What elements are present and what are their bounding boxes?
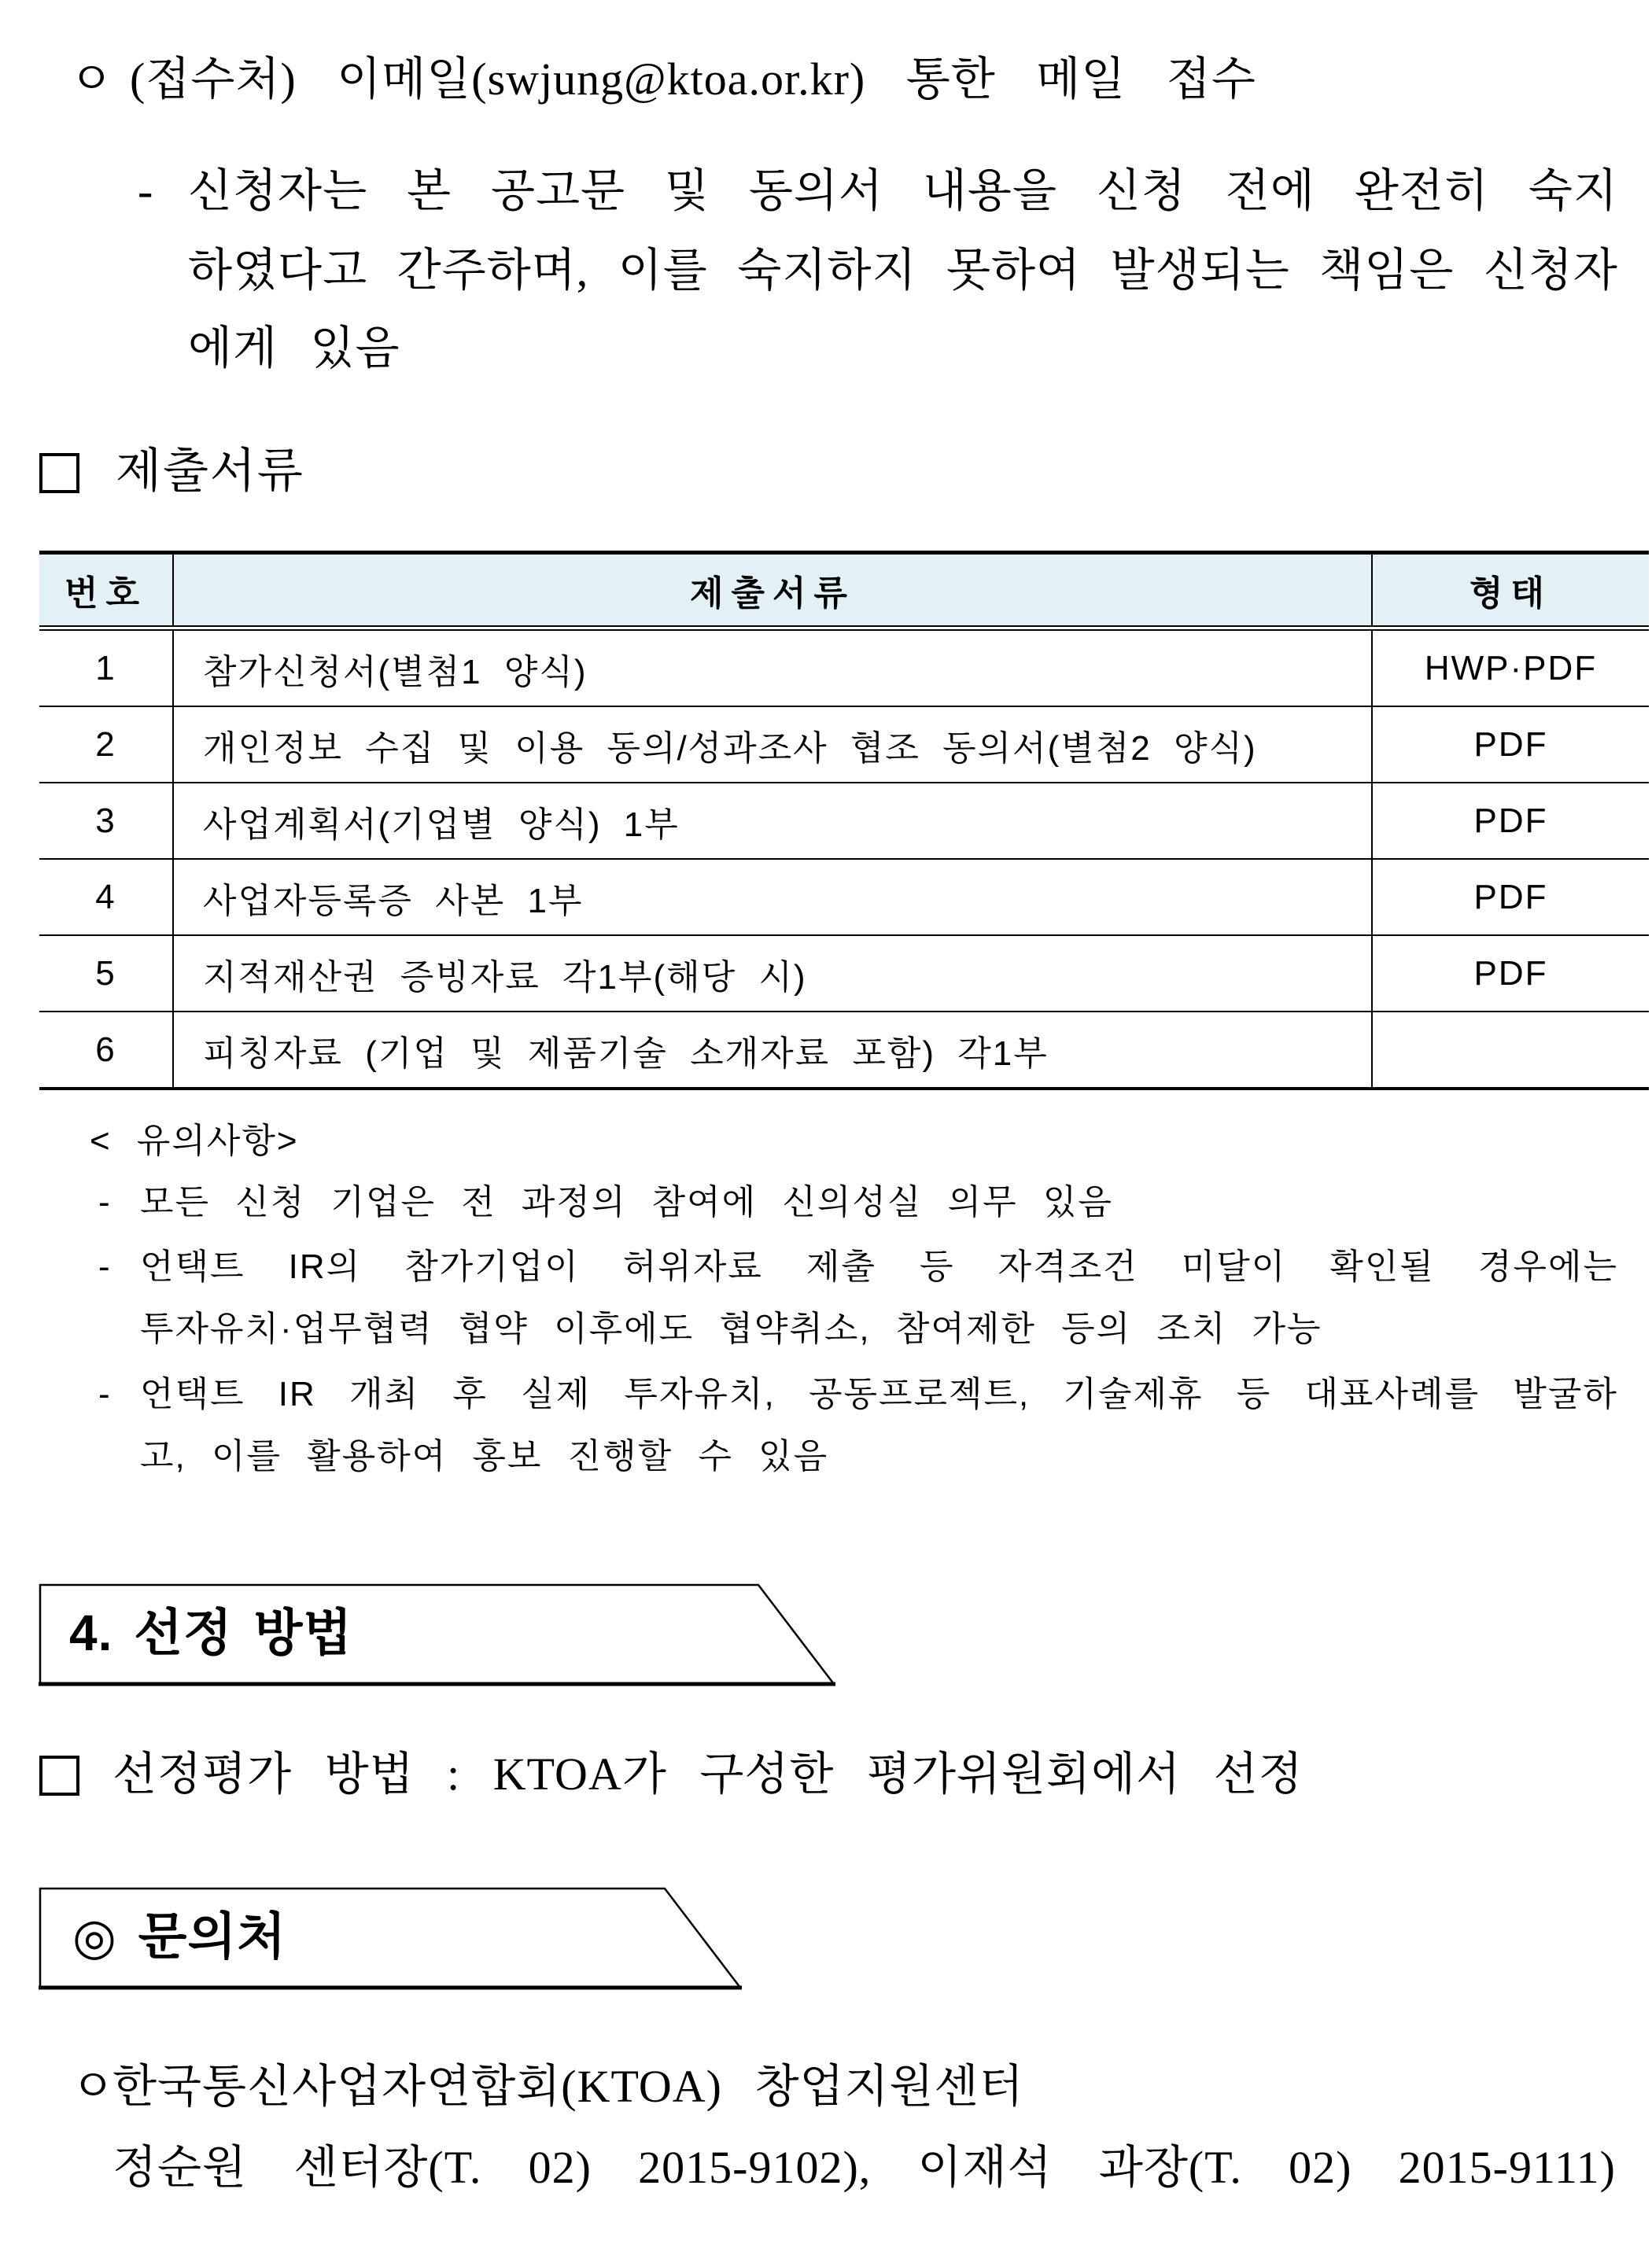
word: 기술제휴: [1063, 1375, 1229, 1413]
note-line: [140, 1244, 1618, 1291]
row-format-cell: PDF: [1372, 783, 1649, 859]
word: 본: [407, 165, 464, 216]
word: 공고문: [490, 165, 638, 216]
word: 확인될: [1329, 1247, 1461, 1286]
note-line: 모든 신청 기업은 전 과정의 참여에 신의성실 의무 있음: [140, 1183, 1113, 1222]
word: 완전히: [1354, 165, 1502, 216]
word: 02): [528, 2142, 604, 2193]
intake-notice-dash: -: [138, 165, 154, 216]
word: 언택트: [140, 1247, 271, 1286]
row-number-cell: 1: [39, 628, 173, 707]
row-number-cell: 3: [39, 783, 173, 859]
word: 실제: [521, 1375, 617, 1413]
row-number-cell: 4: [39, 859, 173, 935]
row-document-cell: 피칭자료 (기업 및 제품기술 소개자료 포함) 각1부: [173, 1012, 1372, 1089]
word: 하였다고: [188, 245, 380, 296]
contact-bullet: ㅇ: [71, 2061, 116, 2112]
table-row: [39, 628, 1649, 707]
row-number-cell: 6: [39, 1012, 173, 1089]
word: 이를: [618, 245, 721, 296]
word: 자격조건: [997, 1247, 1163, 1286]
intake-email-line: (접수처) 이메일(swjung@ktoa.or.kr) 통한 메일 접수: [130, 53, 1256, 105]
row-format-cell: PDF: [1372, 859, 1649, 935]
table-row: [39, 783, 1649, 859]
word: 신청자는: [188, 165, 380, 216]
note-line: 고, 이를 활용하여 홍보 진행할 수 있음: [140, 1437, 829, 1476]
word: 개최: [349, 1375, 445, 1413]
row-number-cell: 5: [39, 935, 173, 1012]
table-row: [39, 935, 1649, 1012]
row-document-cell: 개인정보 수집 및 이용 동의/성과조사 협조 동의서(별첨2 양식): [173, 706, 1372, 783]
row-format-cell: HWP·PDF: [1372, 628, 1649, 707]
word: 미달이: [1181, 1247, 1312, 1286]
word: 투자유치,: [624, 1375, 801, 1413]
row-document-cell: 사업자등록증 사본 1부: [173, 859, 1372, 935]
row-number-cell: 2: [39, 706, 173, 783]
row-format-cell: PDF: [1372, 706, 1649, 783]
word: IR: [278, 1375, 342, 1413]
word: 등: [920, 1247, 980, 1286]
word: 신청자: [1483, 245, 1618, 296]
note-dash: -: [98, 1375, 112, 1413]
word: 2015-9102),: [638, 2142, 883, 2193]
intake-notice-line: [188, 163, 1618, 219]
word: 공동프로젝트,: [808, 1375, 1056, 1413]
column-header-format: 형태: [1372, 553, 1649, 628]
note-line: 투자유치·업무협력 협약 이후에도 협약취소, 참여제한 등의 조치 가능: [140, 1310, 1322, 1348]
table-header-row: [39, 553, 1649, 628]
word: 후: [452, 1375, 514, 1413]
contact-heading: ◎ 문의처: [72, 1908, 287, 1965]
word: 참가기업이: [404, 1247, 605, 1286]
intake-bullet: ㅇ: [69, 53, 115, 105]
square-bullet-icon: [39, 1756, 79, 1796]
table-row: [39, 859, 1649, 935]
note-dash: -: [98, 1183, 112, 1222]
selection-method-line: 선정평가 방법 : KTOA가 구성한 평가위원회에서 선정: [112, 1749, 1304, 1800]
table-row: [39, 706, 1649, 783]
word: 제출: [806, 1247, 902, 1286]
word: 과장(T.: [1098, 2142, 1255, 2193]
word: IR의: [288, 1247, 387, 1286]
square-bullet-icon: [39, 453, 79, 493]
word: 센터장(T.: [293, 2142, 494, 2193]
word: 02): [1289, 2142, 1364, 2193]
row-document-cell: 참가신청서(별첨1 양식): [173, 628, 1372, 707]
word: 신청: [1096, 165, 1199, 216]
word: 경우에는: [1477, 1247, 1618, 1286]
word: 허위자료: [622, 1247, 789, 1286]
contact-people: [112, 2139, 1616, 2196]
word: 내용을: [922, 165, 1070, 216]
intake-notice-line: 에게 있음: [188, 322, 400, 374]
word: 못하여: [946, 245, 1093, 296]
word: 숙지하지: [737, 245, 929, 296]
note-dash: -: [98, 1247, 112, 1286]
row-document-cell: 지적재산권 증빙자료 각1부(해당 시): [173, 935, 1372, 1012]
word: 2015-9111): [1398, 2142, 1616, 2193]
word: 발생되는: [1110, 245, 1303, 296]
row-document-cell: 사업계획서(기업별 양식) 1부: [173, 783, 1372, 859]
notes-title: < 유의사항>: [90, 1122, 299, 1160]
selection-heading: 4. 선정 방법: [69, 1605, 353, 1661]
note-line: [140, 1371, 1618, 1418]
word: 책임은: [1319, 245, 1466, 296]
column-header-document: 제출서류: [173, 553, 1372, 628]
word: 동의서: [748, 165, 896, 216]
word: 및: [664, 165, 722, 216]
word: 간주하며,: [396, 245, 601, 296]
word: 전에: [1225, 165, 1328, 216]
contact-organization: 한국통신사업자연합회(KTOA) 창업지원센터: [112, 2061, 1024, 2112]
word: 대표사례를: [1304, 1375, 1506, 1413]
word: 발굴하: [1513, 1375, 1618, 1413]
row-format-cell: PDF: [1372, 935, 1649, 1012]
word: 숙지: [1528, 165, 1618, 216]
word: 이재석: [917, 2142, 1065, 2193]
column-header-number: 번호: [39, 553, 173, 628]
submission-documents-table: [39, 551, 1649, 1090]
word: 등: [1236, 1375, 1297, 1413]
word: 정순원: [112, 2142, 260, 2193]
table-row: [39, 1012, 1649, 1089]
row-format-cell: [1372, 1012, 1649, 1089]
intake-notice-line: [188, 242, 1618, 299]
word: 언택트: [140, 1375, 271, 1413]
documents-heading: 제출서류: [116, 445, 304, 497]
